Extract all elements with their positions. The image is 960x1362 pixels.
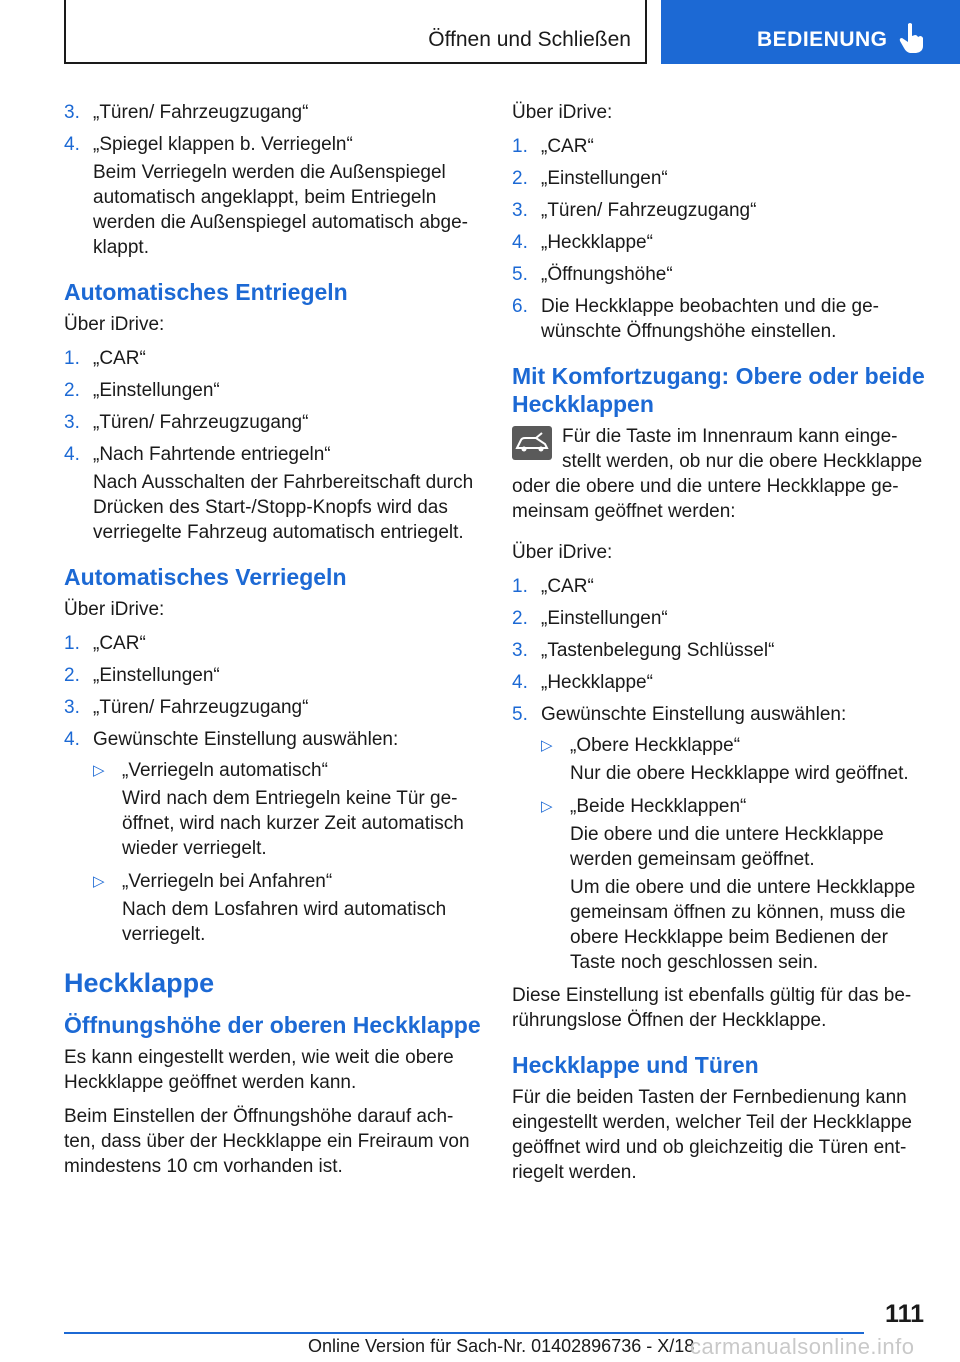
page-number: 111 bbox=[885, 1300, 924, 1328]
list-item: 5. „Öffnungshöhe“ bbox=[512, 264, 673, 285]
option-item: ▷ „Obere Heckklappe“ Nur die obere Heckklappe wird geöffnet. bbox=[541, 735, 909, 784]
header-title-box bbox=[64, 0, 647, 64]
paragraph: Es kann eingestellt werden, wie weit die obere Heckklappe geöffnet werden kann. bbox=[64, 1047, 454, 1093]
paragraph: Diese Einstellung ist ebenfalls gültig für das be‐rührungslose Öffnen der Heckklappe. bbox=[512, 985, 912, 1031]
intro-text: Über iDrive: bbox=[64, 599, 165, 620]
option-item: ▷ „Verriegeln automatisch“ Wird nach dem Entriegeln keine Tür ge‐öffnet, wird nach kurzer Zeit automatisch wieder verriegelt. bbox=[93, 760, 464, 859]
heading-tailgate: Heckklappe bbox=[64, 968, 215, 998]
list-item: 4. „Heckklappe“ bbox=[512, 672, 653, 693]
list-item: 1. „CAR“ bbox=[512, 576, 594, 597]
triangle-bullet-icon: ▷ bbox=[93, 873, 105, 890]
auto-unlock-steps bbox=[64, 346, 484, 545]
section-title: BEDIENUNG bbox=[757, 28, 888, 51]
watermark: carmanualsonline.info bbox=[690, 1334, 915, 1359]
list-item: 3. „Türen/ Fahrzeugzugang“ bbox=[64, 102, 309, 123]
list-item: 3. „Türen/ Fahrzeugzugang“ bbox=[64, 697, 309, 718]
intro-text: Über iDrive: bbox=[512, 102, 613, 123]
list-item: 2. „Einstellungen“ bbox=[64, 665, 220, 686]
page-header bbox=[0, 0, 960, 66]
comfort-steps bbox=[512, 574, 932, 975]
left-column bbox=[64, 100, 484, 1188]
list-item: 3. „Türen/ Fahrzeugzugang“ bbox=[64, 412, 309, 433]
list-item: 3. „Türen/ Fahrzeugzugang“ bbox=[512, 200, 757, 221]
heading-tailgate-doors: Heckklappe und Türen bbox=[512, 1052, 759, 1078]
heading-opening-height: Öffnungshöhe der oberen Heckklappe bbox=[64, 1012, 481, 1038]
heading-comfort-access: Mit Komfortzugang: Obere oder beide Heckklappen bbox=[512, 363, 925, 417]
triangle-bullet-icon: ▷ bbox=[93, 762, 105, 779]
icon-paragraph: Für die Taste im Innenraum kann einge‐stellt werden, ob nur die obere Heckklappe oder die obere und die untere Heckklappe ge‐meinsam geöffnet werden: bbox=[512, 426, 923, 522]
list-item: 2. „Einstellungen“ bbox=[512, 168, 668, 189]
auto-lock-steps bbox=[64, 631, 484, 947]
intro-text: Über iDrive: bbox=[512, 542, 613, 563]
mirror-steps bbox=[64, 100, 484, 260]
list-item: 3. „Tastenbelegung Schlüssel“ bbox=[512, 640, 775, 661]
paragraph: Für die beiden Tasten der Fernbedienung kann eingestellt werden, welcher Teil der Heckklappe geöffnet wird und ob gleichzeitig die Türen ent‐riegelt werden. bbox=[512, 1087, 912, 1183]
intro-text: Über iDrive: bbox=[64, 314, 165, 335]
option-list bbox=[541, 733, 932, 975]
pointing-hand-icon bbox=[896, 22, 926, 54]
footer-text: Online Version für Sach-Nr. 01402896736 - X/18 bbox=[308, 1336, 695, 1356]
list-item: 2. „Einstellungen“ bbox=[64, 380, 220, 401]
paragraph: Beim Einstellen der Öffnungshöhe darauf ach‐ten, dass über der Heckklappe ein Freiraum von mindestens 10 cm vorhanden ist. bbox=[64, 1106, 470, 1177]
list-item: 1. „CAR“ bbox=[64, 348, 146, 369]
list-item: 4. „Nach Fahrtende entriegeln“ Nach Ausschalten der Fahrbereitschaft durch Drücken des Start-/Stopp-Knopfs wird das verriegelte Fahrzeug automatisch entriegelt. bbox=[64, 444, 474, 543]
triangle-bullet-icon: ▷ bbox=[541, 798, 553, 815]
list-item: 1. „CAR“ bbox=[512, 136, 594, 157]
list-item: 4. Gewünschte Einstellung auswählen: ▷ „Verriegeln automatisch“ Wird nach dem Entriegeln keine Tür ge‐öffnet, wird nach kurzer Zeit automatisch wieder verriegelt. ▷ „Verriegeln bei Anfahren“ Nach dem Losfahren wird automatisch verriegelt. bbox=[64, 727, 484, 947]
heading-auto-lock: Automatisches Verriegeln bbox=[64, 564, 347, 590]
list-item: 4. „Heckklappe“ bbox=[512, 232, 653, 253]
triangle-bullet-icon: ▷ bbox=[541, 737, 553, 754]
list-item: 4. „Spiegel klappen b. Verriegeln“ Beim Verriegeln werden die Außenspiegel automatisch angeklappt, beim Entriegeln werden die Außenspiegel automatisch abge‐klappt. bbox=[64, 134, 468, 258]
option-item: ▷ „Verriegeln bei Anfahren“ Nach dem Losfahren wird automatisch verriegelt. bbox=[93, 871, 447, 945]
list-item: 1. „CAR“ bbox=[64, 633, 146, 654]
option-item: ▷ „Beide Heckklappen“ Die obere und die untere Heckklappe werden gemeinsam geöffnet. Um die obere und die untere Heckklappe gemeinsam öffnen zu können, muss die obere Heckklappe beim Bedienen der Taste noch geschlossen sein. bbox=[541, 796, 916, 973]
header-section-box bbox=[661, 0, 960, 64]
list-item: 6. Die Heckklappe beobachten und die ge‐wünschte Öffnungshöhe einstellen. bbox=[512, 296, 880, 342]
opening-height-steps bbox=[512, 134, 932, 344]
option-list bbox=[93, 758, 484, 947]
heading-auto-unlock: Automatisches Entriegeln bbox=[64, 279, 348, 305]
list-item: 5. Gewünschte Einstellung auswählen: ▷ „Obere Heckklappe“ Nur die obere Heckklappe wird geöffnet. ▷ „Beide Heckklappen“ Die obere und die untere Heckklappe werden gemeinsam geöffnet. Um die obere und die untere Heckklappe gemeinsam öffnen zu können, muss die obere Heckklappe beim Bedienen der Taste noch geschlossen sein. bbox=[512, 702, 932, 975]
chapter-title: Öffnen und Schließen bbox=[428, 28, 631, 51]
right-column bbox=[512, 100, 932, 1194]
car-tailgate-icon bbox=[512, 426, 552, 460]
list-item: 2. „Einstellungen“ bbox=[512, 608, 668, 629]
